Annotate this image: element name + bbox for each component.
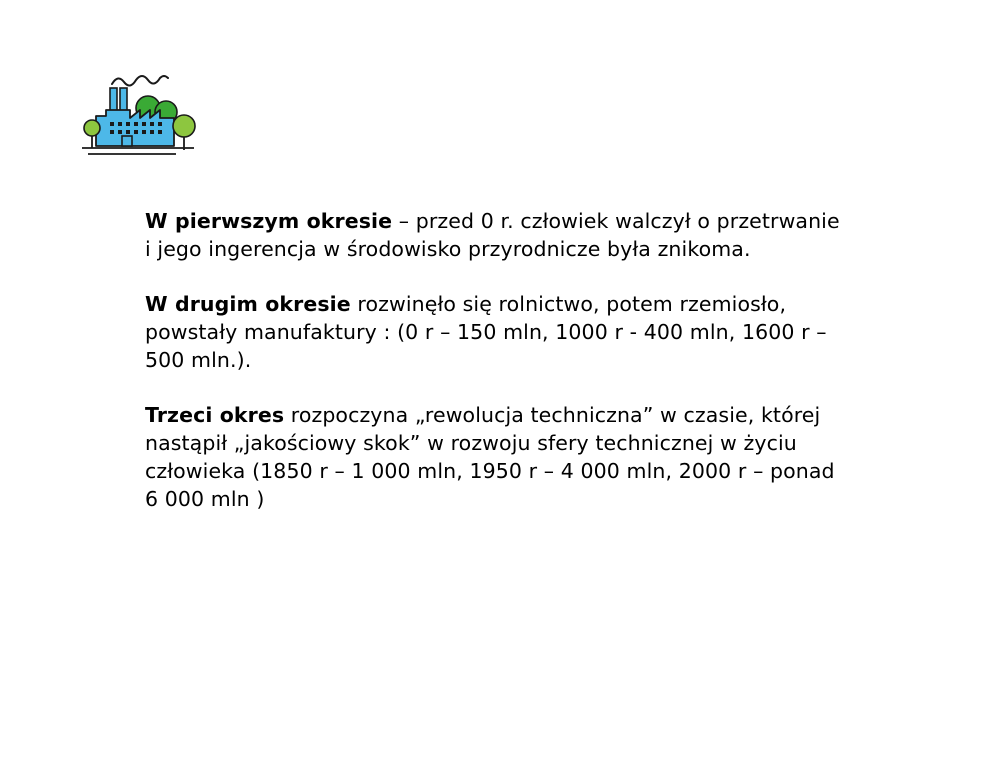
text-content	[145, 207, 850, 540]
paragraph-body: rozpoczyna „rewolucja techniczna” w czasie, której nastąpił „jakościowy skok” w rozwoju sfery technicznej w życiu człowieka (1850 r – 1 000 mln, 1950 r – 4 000 mln, 2000 r – ponad 6 000 mln )	[145, 403, 835, 511]
paragraph-first-period	[145, 207, 850, 263]
paragraph-body: rozwinęło się rolnictwo, potem rzemiosło, powstały manufaktury : (0 r – 150 mln, 1000 r - 400 mln, 1600 r – 500 mln.).	[145, 292, 827, 372]
paragraph-third-period	[145, 401, 850, 513]
factory-door	[122, 136, 132, 146]
factory-with-trees-icon	[80, 70, 200, 162]
tree-right	[173, 115, 195, 137]
paragraph-heading: W drugim okresie	[145, 292, 351, 316]
paragraph-heading: W pierwszym okresie	[145, 209, 393, 233]
paragraph-heading: Trzeci okres	[145, 403, 285, 427]
smoke-line	[112, 76, 168, 86]
tree-left	[84, 120, 100, 136]
paragraph-body: – przed 0 r. człowiek walczył o przetrwanie i jego ingerencja w środowisko przyrodnicze była znikoma.	[145, 209, 840, 261]
paragraph-second-period	[145, 290, 850, 374]
